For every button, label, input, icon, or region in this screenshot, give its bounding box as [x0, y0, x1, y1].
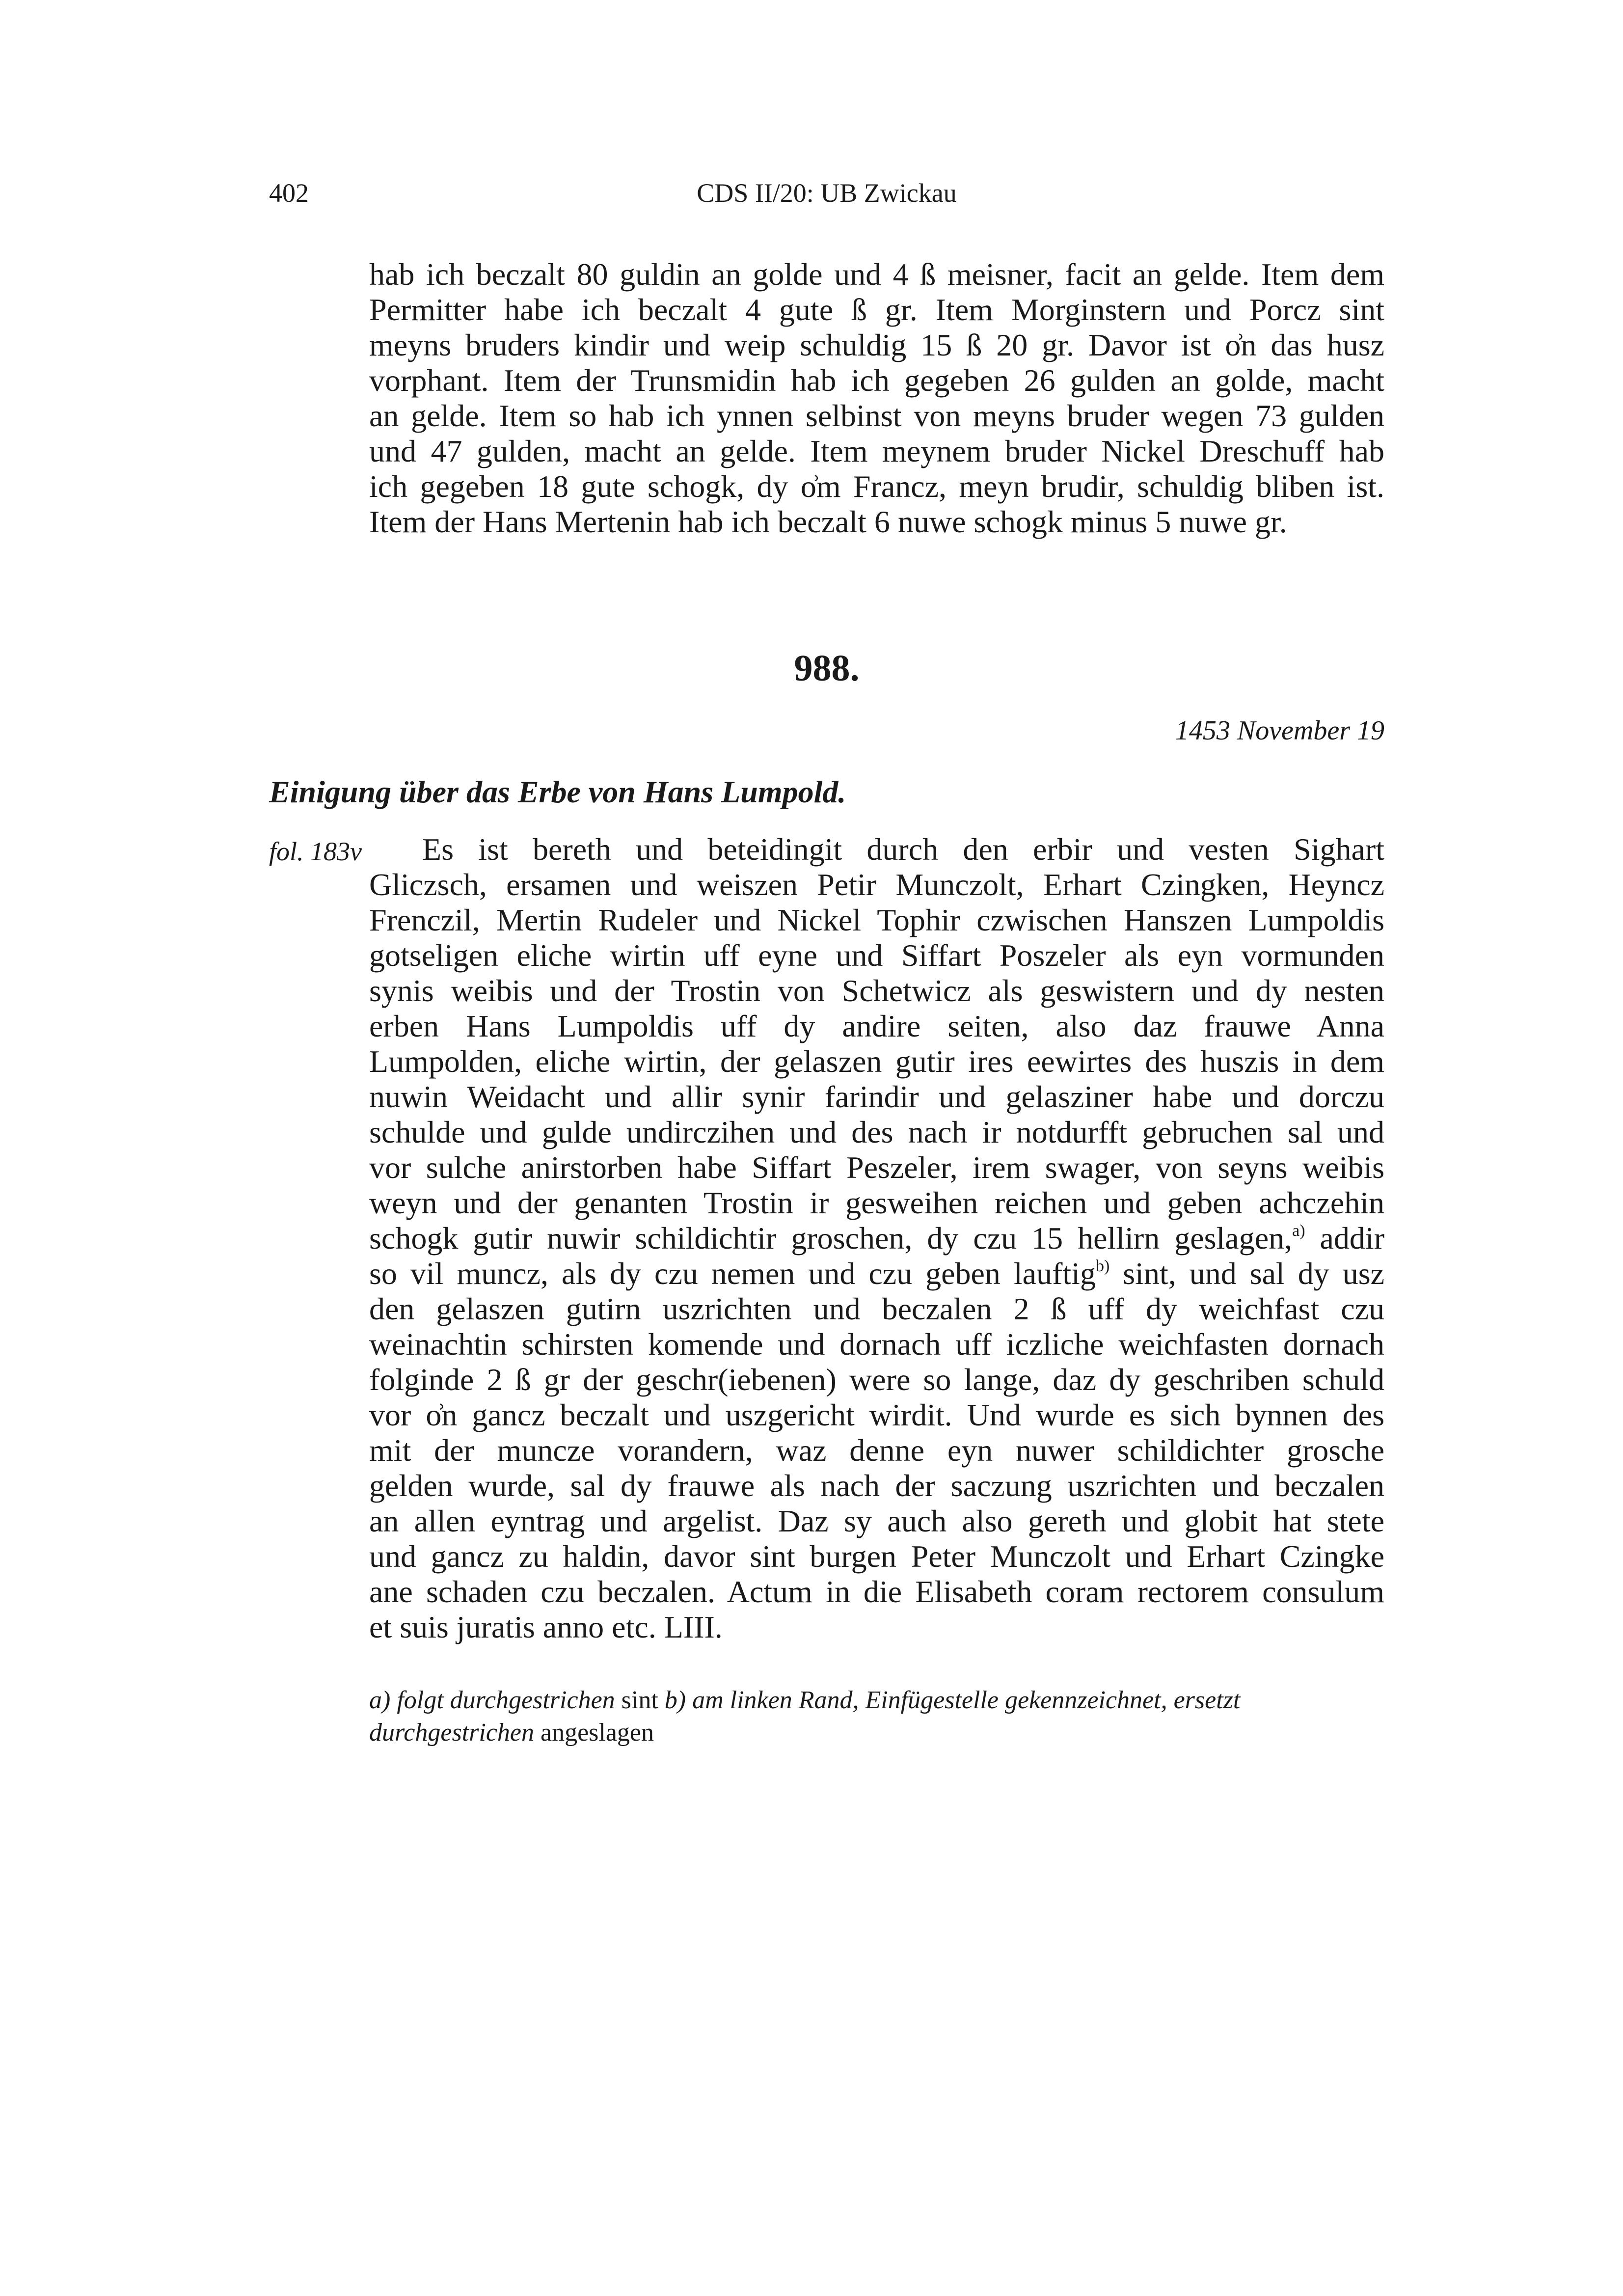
text-line: Lumpolden, eliche wirtin, der gelaszen gutir ires eewirtes des huszis in dem [369, 1044, 1384, 1079]
footnotes [369, 1684, 1384, 1749]
footnote-a-label: a) folgt durchgestrichen [369, 1686, 615, 1714]
text-line: weinachtin schirsten komende und dornach uff iczliche weichfasten dornach [369, 1327, 1384, 1362]
folio-marker: fol. 183v [269, 837, 362, 866]
page-header [269, 178, 1384, 212]
text-segment: addir [1305, 1221, 1385, 1256]
text-line [369, 1256, 1384, 1291]
footnote-b-word: angeslagen [534, 1719, 654, 1747]
text-segment: schogk gutir nuwir schildichtir groschen, dy czu 15 hellirn geslagen, [369, 1221, 1293, 1256]
footnote-mark-a: a) [1292, 1222, 1305, 1240]
text-segment: so vil muncz, als dy czu nemen und czu geben lauftig [369, 1256, 1096, 1291]
text-line: meyns bruders kindir und weip schuldig 15 ß 20 gr. Davor ist o͗n das husz [369, 328, 1384, 362]
text-line: an gelde. Item so hab ich ynnen selbinst von meyns bruder wegen 73 gulden [369, 398, 1384, 433]
text-line: gotseligen eliche wirtin uff eyne und Siffart Poszeler als eyn vormunden [369, 938, 1384, 973]
text-line [369, 1221, 1384, 1256]
preceding-text [369, 257, 1384, 540]
text-line: an allen eyntrag und argelist. Daz sy auch also gereth und globit hat stete [369, 1503, 1384, 1538]
text-line: Gliczsch, ersamen und weiszen Petir Munczolt, Erhart Czingken, Heyncz [369, 867, 1384, 902]
footnote-mark-b: b) [1095, 1257, 1110, 1275]
document-date: 1453 November 19 [1175, 715, 1384, 746]
document-regest: Einigung über das Erbe von Hans Lumpold. [269, 774, 846, 809]
text-line: Es ist bereth und beteidingit durch den erbir und vesten Sighart [422, 832, 1384, 867]
text-segment: sint, und sal dy usz [1109, 1256, 1385, 1291]
document-text [369, 832, 1384, 1645]
text-line: ane schaden czu beczalen. Actum in die Elisabeth coram rectorem consulum [369, 1574, 1384, 1609]
text-line: vorphant. Item der Trunsmidin hab ich gegeben 26 gulden an golde, macht [369, 363, 1384, 398]
running-title: CDS II/20: UB Zwickau [697, 178, 957, 208]
footnote-line [369, 1717, 1384, 1749]
footnote-line [369, 1684, 1384, 1717]
text-line: mit der muncze vorandern, waz denne eyn nuwer schildichter grosche [369, 1433, 1384, 1468]
text-line: den gelaszen gutirn uszrichten und beczalen 2 ß uff dy weichfast czu [369, 1291, 1384, 1326]
text-line: et suis juratis anno etc. LIII. [369, 1610, 723, 1644]
text-line: vor o͗n gancz beczalt und uszgericht wirdit. Und wurde es sich bynnen des [369, 1397, 1384, 1432]
document-number: 988. [794, 648, 860, 689]
text-line: Permitter habe ich beczalt 4 gute ß gr. Item Morginstern und Porcz sint [369, 292, 1384, 327]
text-line: weyn und der genanten Trostin ir gesweihen reichen und geben achczehin [369, 1185, 1384, 1220]
text-line: Item der Hans Mertenin hab ich beczalt 6 nuwe schogk minus 5 nuwe gr. [369, 504, 1287, 539]
text-line: synis weibis und der Trostin von Schetwicz als geswistern und dy nesten [369, 973, 1384, 1008]
text-line: erben Hans Lumpoldis uff dy andire seiten, also daz frauwe Anna [369, 1009, 1384, 1043]
footnote-b-label: b) am linken Rand, Einfügestelle gekennzeichnet, ersetzt [664, 1686, 1241, 1714]
text-line: und gancz zu haldin, davor sint burgen Peter Munczolt und Erhart Czingke [369, 1539, 1384, 1574]
text-line: folginde 2 ß gr der geschr(iebenen) were so lange, daz dy geschriben schuld [369, 1362, 1384, 1397]
page-number: 402 [269, 178, 309, 208]
text-line: und 47 gulden, macht an gelde. Item meynem bruder Nickel Dreschuff hab [369, 434, 1384, 468]
footnote-a-word: sint [615, 1686, 665, 1714]
text-line: ich gegeben 18 gute schogk, dy o͗m Francz, meyn brudir, schuldig bliben ist. [369, 469, 1384, 504]
text-line: schulde und gulde undirczihen und des nach ir notdurfft gebruchen sal und [369, 1115, 1384, 1149]
text-line: hab ich beczalt 80 guldin an golde und 4 ß meisner, facit an gelde. Item dem [369, 257, 1384, 292]
text-line: vor sulche anirstorben habe Siffart Peszeler, irem swager, von seyns weibis [369, 1150, 1384, 1185]
text-line: nuwin Weidacht und allir synir farindir und gelasziner habe und dorczu [369, 1079, 1384, 1114]
text-line: gelden wurde, sal dy frauwe als nach der saczung uszrichten und beczalen [369, 1468, 1384, 1503]
text-line: Frenczil, Mertin Rudeler und Nickel Tophir czwischen Hanszen Lumpoldis [369, 902, 1384, 937]
footnote-b-label-cont: durchgestrichen [369, 1719, 534, 1747]
